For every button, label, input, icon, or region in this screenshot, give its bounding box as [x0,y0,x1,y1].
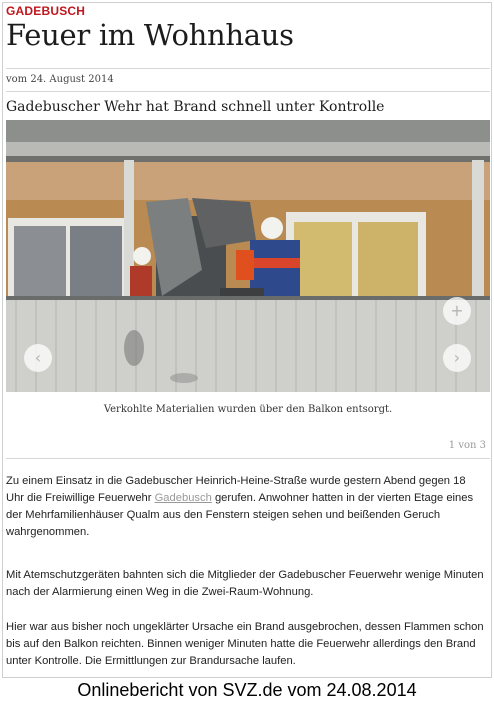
divider [6,458,490,459]
divider [6,68,490,69]
section-kicker[interactable]: GADEBUSCH [6,4,86,18]
balcony-photo-illustration [6,120,490,392]
body-paragraph-1 [6,473,486,541]
body-paragraph-2: Mit Atemschutzgeräten bahnten sich die Mitglieder der Gadebuscher Feuerwehr wenige Minuten nach der Alarmierung einen Weg in die Zwei-Raum-Wohnung. [6,569,484,598]
photo-caption: Verkohlte Materialien wurden über den Balkon entsorgt. [103,404,393,415]
prev-slide-button[interactable] [24,344,52,372]
chevron-left-icon: ‹ [34,348,42,367]
zoom-button[interactable] [443,297,471,325]
divider [6,91,490,92]
gallery-counter: 1 von 3 [448,440,486,451]
article-headline: Feuer im Wohnhaus [6,18,294,52]
gadebusch-link[interactable]: Gadebusch [154,492,212,504]
article-date: vom 24. August 2014 [6,74,114,85]
gallery-photo [6,120,490,392]
body-paragraph-3: Hier war aus bisher noch ungeklärter Ursache ein Brand ausgebrochen, dessen Flammen schon bis auf den Balkon reichten. Binnen weniger Minuten hatte die Feuerwehr allerdings den Brand unter Kontrolle. Die Ermittlungen zur Brandursache laufen. [6,621,484,667]
next-slide-button[interactable] [443,344,471,372]
article-subheadline: Gadebuscher Wehr hat Brand schnell unter Kontrolle [6,99,385,115]
paragraph-text: gerufen. Anwohner hatten in der vierten Etage eines der Mehrfamilienhäuser Qualm aus den Fenstern steigen sehen und beißenden Geruch wahrgenommen. [6,492,474,538]
plus-icon: + [450,301,464,320]
chevron-right-icon: › [453,348,461,367]
footer-source-label: Onlinebericht von SVZ.de vom 24.08.2014 [77,680,417,700]
paragraph-text: Zu einem Einsatz in die Gadebuscher Heinrich-Heine-Straße wurde gestern Abend gegen 18 Uhr die Freiwillige Feuerwehr [6,475,466,504]
